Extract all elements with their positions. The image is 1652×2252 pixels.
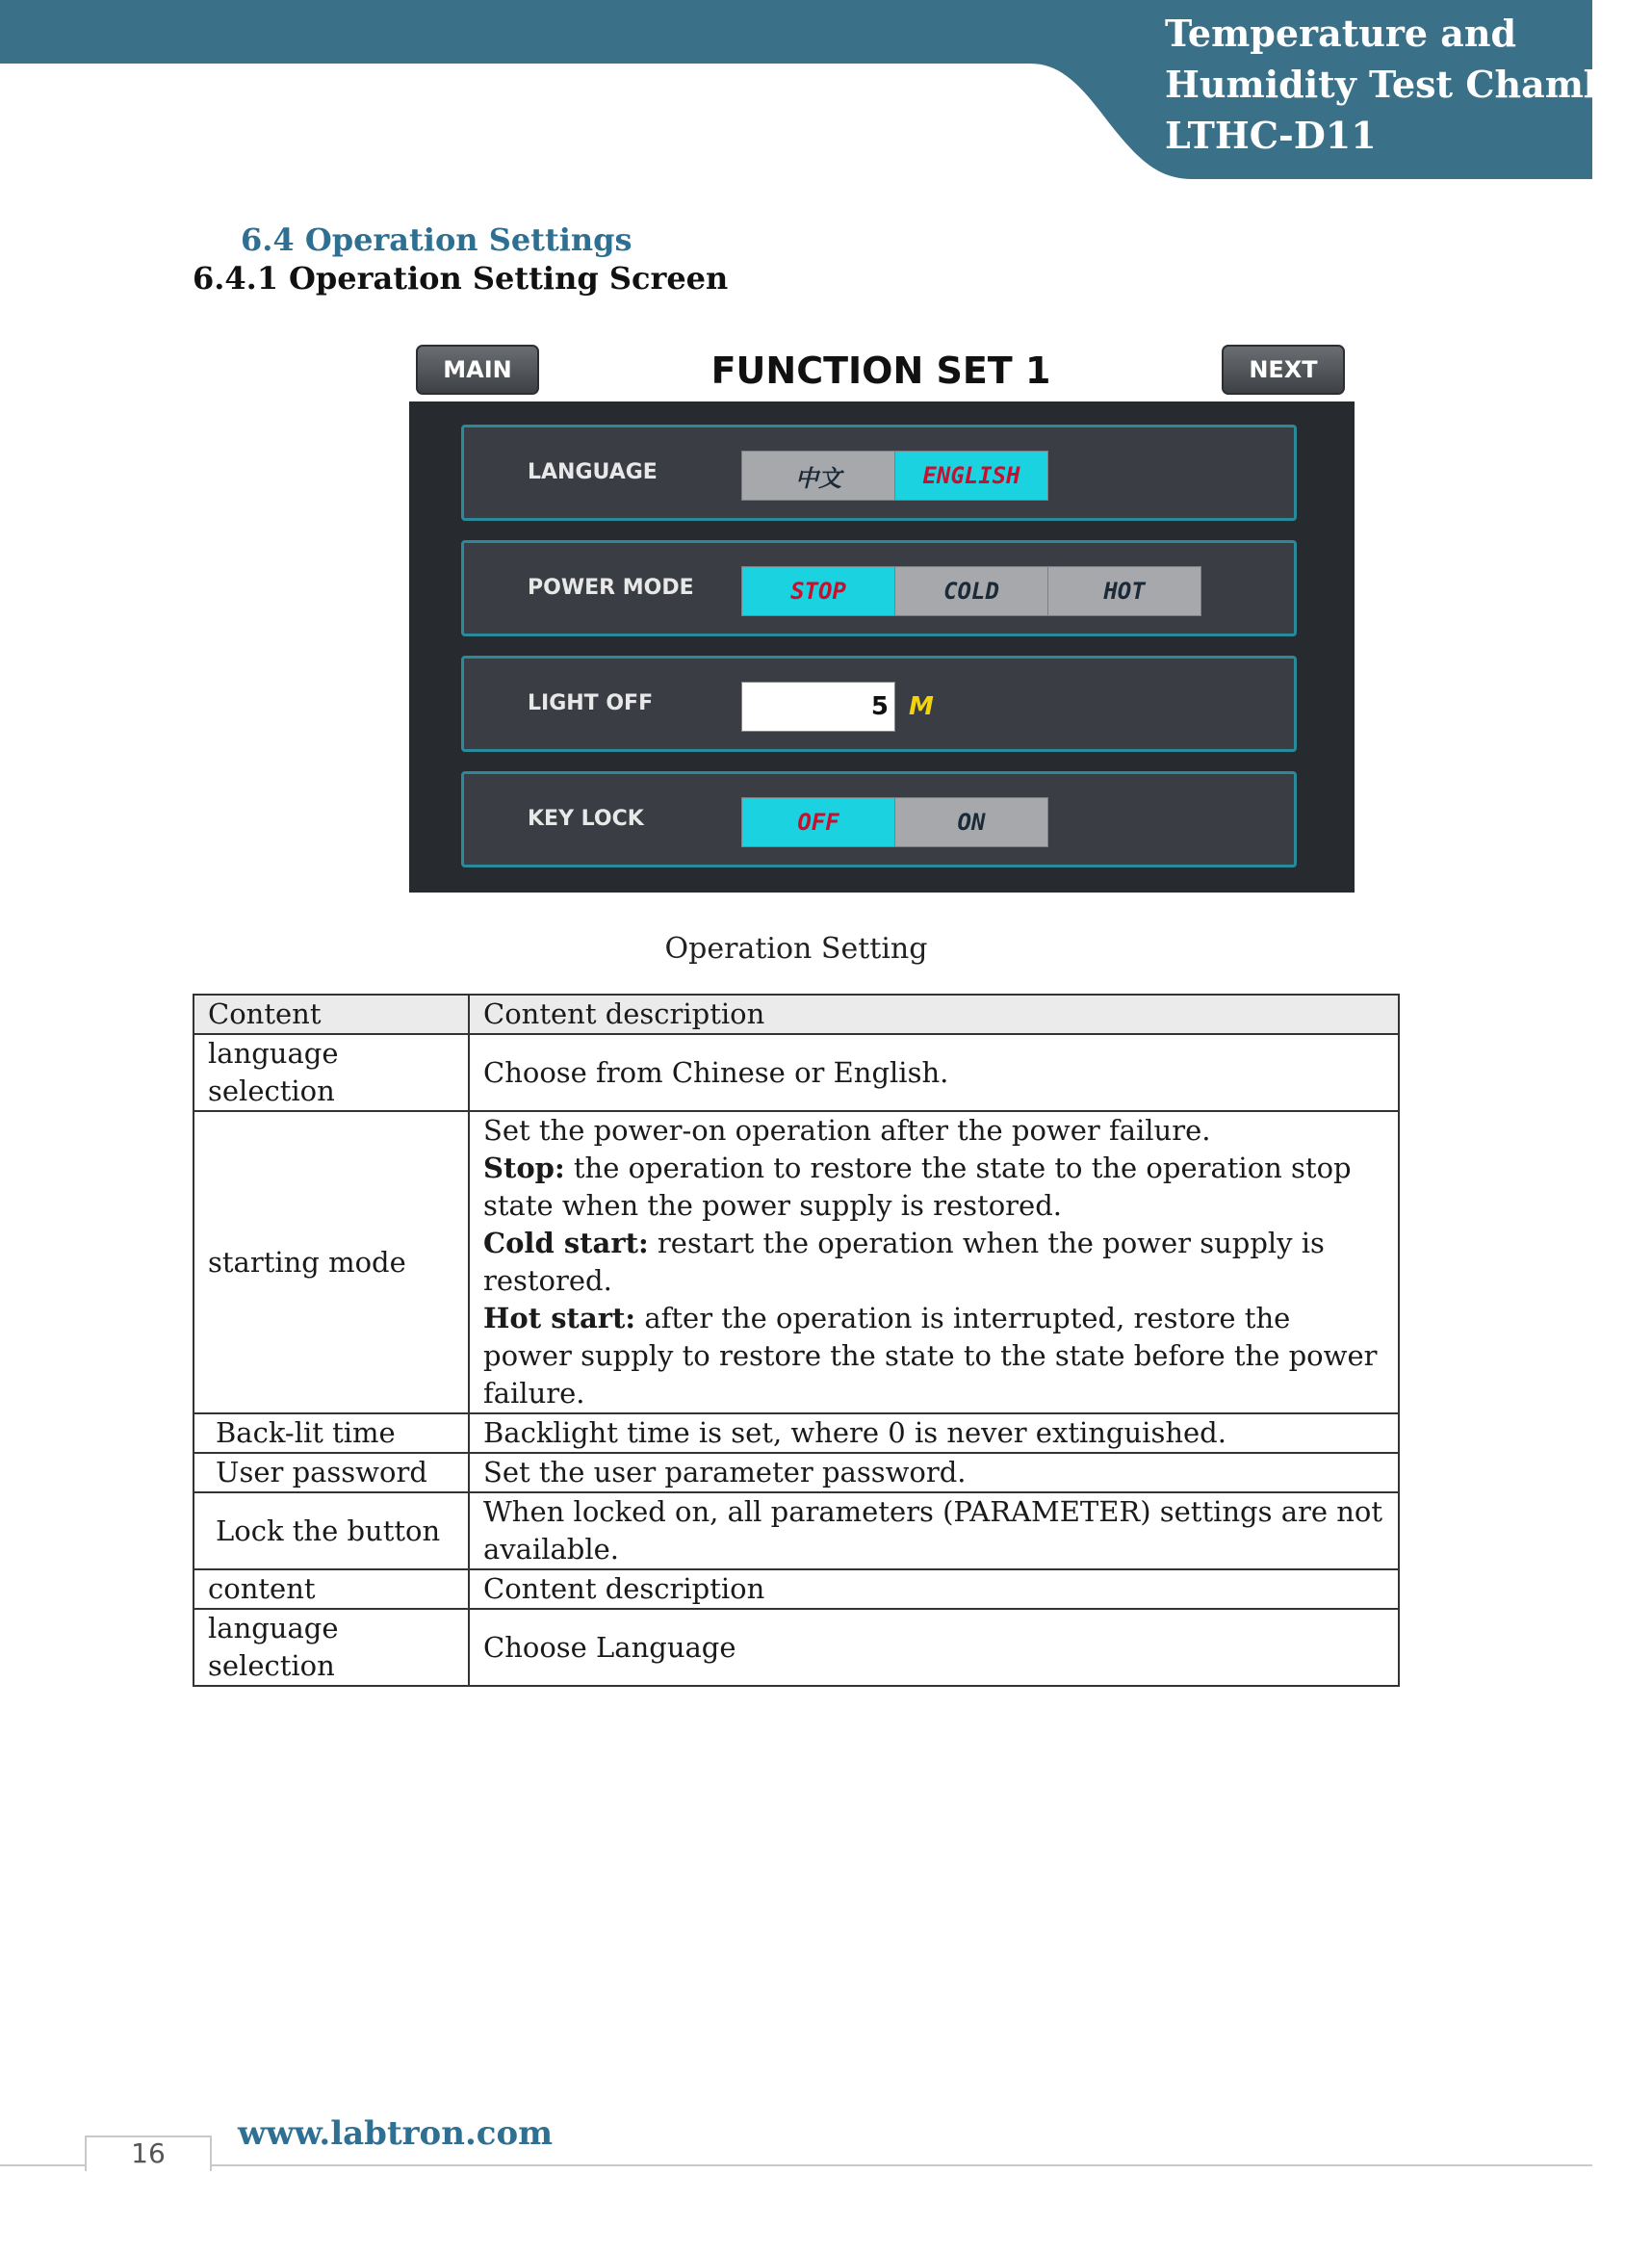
function-set-screen <box>409 342 1355 893</box>
document-title-line-2: Humidity Test Chamber <box>1165 63 1652 106</box>
stop-label: Stop: <box>483 1152 565 1184</box>
language-option-english[interactable]: ENGLISH <box>894 451 1048 501</box>
table-cell-description: Choose Language <box>469 1609 1399 1686</box>
table-cell-description: When locked on, all parameters (PARAMETER) settings are not available. <box>469 1492 1399 1569</box>
figure-caption: Operation Setting <box>664 932 928 966</box>
light-off-minutes-input[interactable]: 5 <box>741 682 895 732</box>
language-row <box>461 425 1297 521</box>
table-cell-content: Back-lit time <box>194 1413 469 1453</box>
document-title-line-1: Temperature and <box>1165 12 1517 55</box>
power-mode-row <box>461 540 1297 636</box>
cold-start-label: Cold start: <box>483 1227 649 1259</box>
table-row <box>194 1111 1399 1413</box>
hot-start-text: after the operation is interrupted, restore the power supply to restore the state to the state before the power failure. <box>483 1302 1378 1410</box>
table-cell-content: User password <box>194 1453 469 1492</box>
power-mode-label: POWER MODE <box>528 576 694 600</box>
table-row <box>194 1034 1399 1111</box>
table-cell-content: starting mode <box>194 1111 469 1413</box>
cold-start-text: restart the operation when the power supply is restored. <box>483 1227 1325 1297</box>
main-button[interactable]: MAIN <box>416 345 539 395</box>
starting-mode-stop <box>483 1150 1384 1225</box>
table-row <box>194 1609 1399 1686</box>
subsection-number: 6.4.1 <box>193 260 279 297</box>
hmi-settings-panel <box>409 401 1355 893</box>
document-title <box>1165 8 1652 161</box>
table-cell-description: Set the user parameter password. <box>469 1453 1399 1492</box>
power-mode-option-stop[interactable]: STOP <box>741 566 895 616</box>
key-lock-option-off[interactable]: OFF <box>741 797 895 847</box>
table-row <box>194 1492 1399 1569</box>
section-title: Operation Settings <box>304 221 632 258</box>
next-button[interactable]: NEXT <box>1222 345 1345 395</box>
language-option-chinese[interactable]: 中文 <box>741 451 895 501</box>
table-cell-description <box>469 1111 1399 1413</box>
light-off-row <box>461 656 1297 752</box>
starting-mode-hot <box>483 1300 1384 1412</box>
table-row <box>194 1453 1399 1492</box>
table-cell-content: language selection <box>194 1034 469 1111</box>
footer-rule <box>0 2161 1592 2170</box>
hmi-screen-title: FUNCTION SET 1 <box>710 349 1051 392</box>
table-cell-content: Lock the button <box>194 1492 469 1569</box>
stop-text: the operation to restore the state to the operation stop state when the power supply is restored. <box>483 1152 1352 1222</box>
section-number: 6.4 <box>241 221 295 258</box>
light-off-label: LIGHT OFF <box>528 691 654 715</box>
subsection-heading <box>193 260 728 297</box>
key-lock-row <box>461 771 1297 867</box>
minutes-unit: M <box>909 692 934 721</box>
table-cell-description: Content description <box>469 1569 1399 1609</box>
table-cell-content: language selection <box>194 1609 469 1686</box>
key-lock-option-on[interactable]: ON <box>894 797 1048 847</box>
settings-description-table <box>193 994 1400 1687</box>
subsection-title: Operation Setting Screen <box>289 260 729 297</box>
table-header-description: Content description <box>469 995 1399 1034</box>
power-mode-option-cold[interactable]: COLD <box>894 566 1048 616</box>
hot-start-label: Hot start: <box>483 1302 636 1334</box>
table-cell-content: content <box>194 1569 469 1609</box>
hmi-top-bar <box>409 342 1355 401</box>
table-header-content: Content <box>194 995 469 1034</box>
table-row <box>194 1413 1399 1453</box>
starting-mode-cold <box>483 1225 1384 1300</box>
power-mode-option-hot[interactable]: HOT <box>1047 566 1201 616</box>
table-header-row <box>194 995 1399 1034</box>
table-row <box>194 1569 1399 1609</box>
table-cell-description: Backlight time is set, where 0 is never extinguished. <box>469 1413 1399 1453</box>
document-title-line-3: LTHC-D11 <box>1165 114 1377 157</box>
section-heading <box>241 221 632 258</box>
table-cell-description: Choose from Chinese or English. <box>469 1034 1399 1111</box>
starting-mode-intro: Set the power-on operation after the power failure. <box>483 1114 1211 1147</box>
footer-website-link[interactable]: www.labtron.com <box>238 2114 554 2153</box>
page-number: 16 <box>131 2137 166 2169</box>
language-label: LANGUAGE <box>528 460 658 484</box>
key-lock-label: KEY LOCK <box>528 807 644 831</box>
